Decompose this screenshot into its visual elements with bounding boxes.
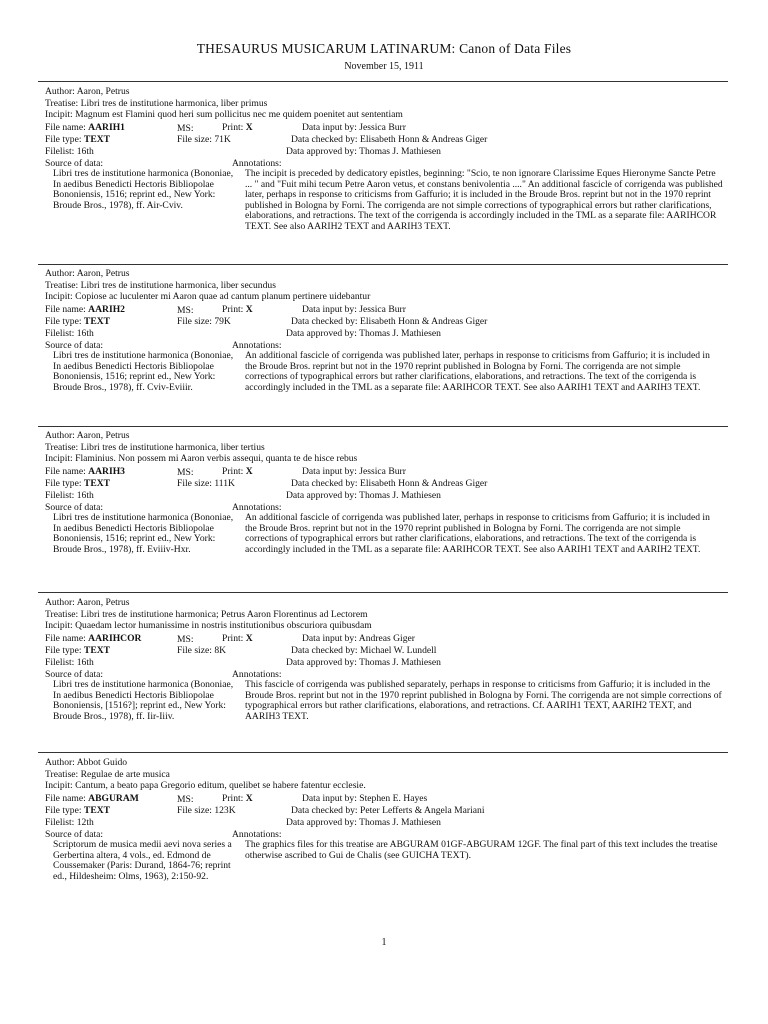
- data-approved-value: Thomas J. Mathiesen: [359, 490, 441, 501]
- divider: [38, 81, 728, 82]
- file-size-value: 79K: [214, 316, 231, 327]
- incipit-label: Incipit:: [45, 291, 73, 302]
- treatise-label: Treatise:: [45, 441, 79, 453]
- data-approved-label: Data approved by:: [286, 146, 357, 157]
- annotations-label: Annotations:: [232, 669, 282, 680]
- file-name-label: File name:: [45, 122, 86, 133]
- treatise-label: Treatise:: [45, 279, 79, 291]
- source-text: Libri tres de institutione harmonica (Bononiae, In aedibus Benedicti Hectoris Bibliopolae Bononiensis, [1516?]; reprint ed., New York: Broude Bros., 1978), ff. Iir-Iiiv.: [53, 679, 234, 722]
- data-checked-label: Data checked by:: [291, 805, 358, 816]
- source-label: Source of data:: [45, 669, 104, 680]
- author-value: Aaron, Petrus: [76, 268, 130, 279]
- file-type-label: File type:: [45, 478, 82, 489]
- file-size-label: File size:: [177, 645, 212, 656]
- data-approved-label: Data approved by:: [286, 657, 357, 668]
- incipit-value: Cantum, a beato papa Gregorio editum, quelibet se habere fatentur ecclesie.: [75, 780, 366, 791]
- ms-label: MS:: [177, 794, 194, 805]
- data-checked-label: Data checked by:: [291, 316, 358, 327]
- print-label: Print:: [222, 793, 244, 804]
- treatise-value: Libri tres de institutione harmonica, liber secundus: [80, 279, 276, 291]
- source-label: Source of data:: [45, 158, 104, 169]
- data-approved-label: Data approved by:: [286, 328, 357, 339]
- annotations-text: The graphics files for this treatise are ABGURAM 01GF-ABGURAM 12GF. The final part of this text includes the treatise otherwise ascribed to Gui de Chalis (see GUICHA TEXT).: [245, 839, 718, 861]
- annotations-text: The incipit is preceded by dedicatory epistles, beginning: "Scio, te non ignorare Clarissime Eques Hieronyme Sancte Petre ... " and "Fuit mihi tecum Petre Aaron vetus, et constans benivolentia ...." An additional fascicle of corrigenda was published later, perhaps in response to criticisms from Gaffurio; it is included in the Broude Bros. reprint but not in the 1970 reprint published in Bologna by Forni. The corrigenda are not simple corrections of typographical errors but rather clarifications, elaborations, and retractions. The text of the corrigenda is accordingly included in the TML as a separate file: AARIHCOR TEXT. See also AARIH2 TEXT and AARIH3 TEXT.: [245, 168, 723, 232]
- file-name-label: File name:: [45, 466, 86, 477]
- data-approved-value: Thomas J. Mathiesen: [359, 657, 441, 668]
- treatise-label: Treatise:: [45, 97, 79, 109]
- print-value: X: [245, 304, 253, 315]
- annotations-label: Annotations:: [232, 340, 282, 351]
- data-approved-label: Data approved by:: [286, 490, 357, 501]
- author-label: Author:: [45, 86, 75, 97]
- data-checked-value: Elisabeth Honn & Andreas Giger: [360, 134, 488, 145]
- data-checked-value: Elisabeth Honn & Andreas Giger: [360, 316, 488, 327]
- treatise-value: Libri tres de institutione harmonica, liber primus: [80, 97, 268, 109]
- file-type-value: TEXT: [83, 316, 111, 327]
- ms-label: MS:: [177, 305, 194, 316]
- file-name-value: AARIHCOR: [88, 633, 142, 644]
- file-name-label: File name:: [45, 793, 86, 804]
- filelist-label: Filelist:: [45, 817, 75, 828]
- data-approved-value: Thomas J. Mathiesen: [359, 146, 441, 157]
- author-value: Aaron, Petrus: [76, 86, 130, 97]
- file-size-label: File size:: [177, 316, 212, 327]
- data-input-value: Stephen E. Hayes: [359, 793, 428, 804]
- incipit-value: Magnum est Flamini quod heri sum pollicitus nec me quidem poenitet aut sententiam: [75, 109, 403, 120]
- document-title: THESAURUS MUSICARUM LATINARUM: Canon of Data Files: [196, 41, 572, 56]
- ms-label: MS:: [177, 634, 194, 645]
- incipit-label: Incipit:: [45, 780, 73, 791]
- data-input-label: Data input by:: [302, 304, 357, 315]
- filelist-label: Filelist:: [45, 328, 75, 339]
- data-checked-label: Data checked by:: [291, 134, 358, 145]
- source-text: Scriptorum de musica medii aevi nova series a Gerbertina altera, 4 vols., ed. Edmond de Coussemaker (Paris: Durand, 1864-76; reprint ed., Hildesheim: Olms, 1963), 2:150-92.: [53, 839, 232, 882]
- annotations-label: Annotations:: [232, 502, 282, 513]
- filelist-label: Filelist:: [45, 146, 75, 157]
- author-label: Author:: [45, 597, 75, 608]
- file-size-label: File size:: [177, 134, 212, 145]
- author-label: Author:: [45, 430, 75, 441]
- data-checked-value: Michael W. Lundell: [360, 645, 437, 656]
- author-value: Aaron, Petrus: [76, 430, 130, 441]
- divider: [38, 426, 728, 427]
- incipit-value: Quaedam lector humanissime in nostris institutionibus obscuriora quibusdam: [75, 620, 372, 631]
- file-size-value: 71K: [214, 134, 231, 145]
- file-type-label: File type:: [45, 805, 82, 816]
- filelist-value: 16th: [76, 328, 94, 339]
- incipit-label: Incipit:: [45, 620, 73, 631]
- incipit-value: Copiose ac luculenter mi Aaron quae ad cantum planum pertinere uidebantur: [75, 291, 371, 302]
- print-label: Print:: [222, 304, 244, 315]
- data-checked-label: Data checked by:: [291, 645, 358, 656]
- data-input-label: Data input by:: [302, 122, 357, 133]
- print-value: X: [245, 122, 253, 133]
- treatise-value: Libri tres de institutione harmonica; Petrus Aaron Florentinus ad Lectorem: [80, 608, 368, 620]
- divider: [38, 752, 728, 753]
- annotations-label: Annotations:: [232, 829, 282, 840]
- annotations-text: This fascicle of corrigenda was published separately, perhaps in response to criticisms from Gaffurio; it is included in the Broude Bros. reprint but not in the 1970 reprint published in Bologna by Forni. The corrigenda are not simple corrections of typographical errors but rather clarifications, elaborations, and retractions. Cf. AARIH1 TEXT, AARIH2 TEXT, and AARIH3 TEXT.: [245, 679, 722, 722]
- file-name-value: ABGURAM: [88, 793, 139, 804]
- treatise-value: Libri tres de institutione harmonica, liber tertius: [80, 441, 265, 453]
- treatise-label: Treatise:: [45, 608, 79, 620]
- document-date: November 15, 1911: [344, 61, 424, 72]
- filelist-label: Filelist:: [45, 490, 75, 501]
- file-name-label: File name:: [45, 304, 86, 315]
- print-value: X: [245, 633, 253, 644]
- author-value: Aaron, Petrus: [76, 597, 130, 608]
- source-label: Source of data:: [45, 340, 104, 351]
- file-size-label: File size:: [177, 805, 212, 816]
- file-type-value: TEXT: [83, 478, 111, 489]
- incipit-value: Flaminius. Non possem mi Aaron verbis assequi, quanta te de hisce rebus: [75, 453, 358, 464]
- file-type-value: TEXT: [83, 645, 111, 656]
- data-input-value: Jessica Burr: [359, 304, 406, 315]
- print-value: X: [245, 466, 253, 477]
- filelist-value: 12th: [76, 817, 94, 828]
- data-checked-value: Elisabeth Honn & Andreas Giger: [360, 478, 488, 489]
- print-label: Print:: [222, 466, 244, 477]
- file-name-value: AARIH2: [88, 304, 125, 315]
- print-label: Print:: [222, 633, 244, 644]
- source-label: Source of data:: [45, 502, 104, 513]
- data-approved-label: Data approved by:: [286, 817, 357, 828]
- data-input-label: Data input by:: [302, 793, 357, 804]
- divider: [38, 264, 728, 265]
- treatise-value: Regulae de arte musica: [80, 768, 170, 780]
- file-type-label: File type:: [45, 316, 82, 327]
- file-type-label: File type:: [45, 645, 82, 656]
- filelist-value: 16th: [76, 490, 94, 501]
- file-type-label: File type:: [45, 134, 82, 145]
- file-name-label: File name:: [45, 633, 86, 644]
- annotations-label: Annotations:: [232, 158, 282, 169]
- annotations-text: An additional fascicle of corrigenda was published later, perhaps in response to criticisms from Gaffurio; it is included in the Broude Bros. reprint but not in the 1970 reprint published in Bologna by Forni. The corrigenda are not simple corrections of typographical errors but rather clarifications, elaborations, and retractions. The text of the corrigenda is accordingly included in the TML as a separate file: AARIHCOR TEXT. See also AARIH1 TEXT and AARIH2 TEXT.: [245, 512, 710, 555]
- author-label: Author:: [45, 757, 75, 768]
- file-size-value: 111K: [214, 478, 235, 489]
- data-input-value: Andreas Giger: [358, 633, 415, 644]
- file-type-value: TEXT: [83, 134, 111, 145]
- filelist-value: 16th: [76, 146, 94, 157]
- data-approved-value: Thomas J. Mathiesen: [359, 328, 441, 339]
- author-value: Abbot Guido: [76, 757, 128, 768]
- source-label: Source of data:: [45, 829, 104, 840]
- file-size-value: 123K: [214, 805, 236, 816]
- treatise-label: Treatise:: [45, 768, 79, 780]
- page-number: 1: [381, 937, 387, 948]
- source-text: Libri tres de institutione harmonica (Bononiae, In aedibus Benedicti Hectoris Bibliopolae Bononiensis, 1516; reprint ed., New York: Broude Bros., 1978), ff. Cviv-Eviiir.: [53, 350, 234, 393]
- annotations-text: An additional fascicle of corrigenda was published later, perhaps in response to criticisms from Gaffurio; it is included in the Broude Bros. reprint but not in the 1970 reprint published in Bologna by Forni. The corrigenda are not simple corrections of typographical errors but rather clarifications, elaborations, and retractions. The text of the corrigenda is accordingly included in the TML as a separate file: AARIHCOR TEXT. See also AARIH1 TEXT and AARIH3 TEXT.: [245, 350, 710, 393]
- incipit-label: Incipit:: [45, 109, 73, 120]
- file-name-value: AARIH1: [88, 122, 125, 133]
- data-input-label: Data input by:: [302, 466, 357, 477]
- data-checked-label: Data checked by:: [291, 478, 358, 489]
- ms-label: MS:: [177, 467, 194, 478]
- filelist-value: 16th: [76, 657, 94, 668]
- data-input-value: Jessica Burr: [359, 466, 406, 477]
- source-text: Libri tres de institutione harmonica (Bononiae, In aedibus Benedicti Hectoris Bibliopolae Bononiensis, 1516; reprint ed., New York: Broude Bros., 1978), ff. Air-Cviv.: [53, 168, 234, 211]
- filelist-label: Filelist:: [45, 657, 75, 668]
- print-value: X: [245, 793, 253, 804]
- file-size-label: File size:: [177, 478, 212, 489]
- ms-label: MS:: [177, 123, 194, 134]
- file-type-value: TEXT: [83, 805, 111, 816]
- source-text: Libri tres de institutione harmonica (Bononiae, In aedibus Benedicti Hectoris Bibliopolae Bononiensis, 1516; reprint ed., New York: Broude Bros., 1978), ff. Eviiiv-Hxr.: [53, 512, 234, 555]
- incipit-label: Incipit:: [45, 453, 73, 464]
- print-label: Print:: [222, 122, 244, 133]
- data-input-value: Jessica Burr: [359, 122, 406, 133]
- data-input-label: Data input by:: [302, 633, 357, 644]
- data-approved-value: Thomas J. Mathiesen: [359, 817, 441, 828]
- divider: [38, 592, 728, 593]
- data-checked-value: Peter Lefferts & Angela Mariani: [360, 805, 485, 816]
- file-name-value: AARIH3: [88, 466, 125, 477]
- file-size-value: 8K: [214, 645, 227, 656]
- author-label: Author:: [45, 268, 75, 279]
